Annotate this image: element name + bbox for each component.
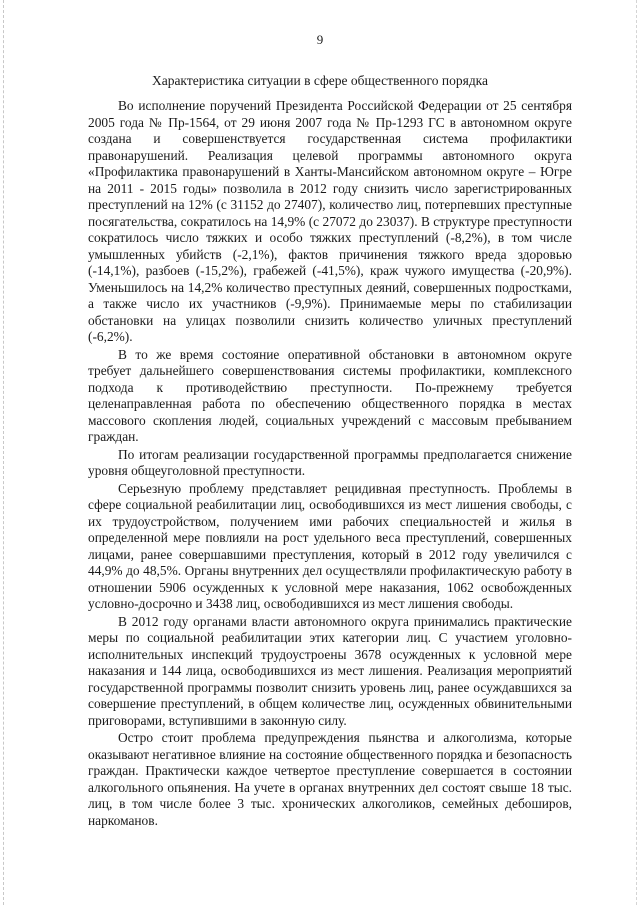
scan-edge-left: [3, 0, 4, 905]
scan-edge-right: [636, 0, 637, 905]
page-number: 9: [316, 32, 324, 47]
paragraph: Во исполнение поручений Президента Российской Федерации от 25 сентября 2005 года № Пр-1564, от 29 июня 2007 года № Пр-1293 ГС в автономном округе создана и совершенствуется государственная система профилактики правонарушений. Реализация целевой программы автономного округа «Профилактика правонарушений в Ханты-Мансийском автономном округе – Югре на 2011 - 2015 годы» позволила в 2012 году снизить число зарегистрированных преступлений на 12% (с 31152 до 27407), количество лиц, потерпевших преступные посягательства, сократилось на 14,9% (с 27072 до 23037). В структуре преступности сократилось число тяжких и особо тяжких преступлений (-8,2%), в том числе умышленных убийств (-2,1%), фактов причинения тяжкого вреда здоровью (-14,1%), разбоев (-15,2%), грабежей (-41,5%), краж чужого имущества (-20,9%). Уменьшилось на 14,2% количество преступных деяний, совершенных подростками, а также число их участников (-9,9%). Принимаемые меры по стабилизации обстановки на улицах позволили снизить количество уличных преступлений (-6,2%).: [88, 98, 572, 344]
paragraph: Серьезную проблему представляет рецидивная преступность. Проблемы в сфере социальной реабилитации лиц, освободившихся из мест лишения свободы, с их трудоустройством, получением ими рабочих специальностей и жилья в определенной мере повлияли на рост удельного веса преступлений, совершенных лицами, ранее совершавшими преступления, который в 2012 году увеличился с 44,9% до 48,5%. Органы внутренних дел осуществляли профилактическую работу в отношении 5906 осужденных к условной мере наказания, 1062 освобожденных условно-досрочно и 3438 лиц, освободившихся из мест лишения свободы.: [88, 480, 572, 611]
paragraph: Остро стоит проблема предупреждения пьянства и алкоголизма, которые оказывают негативное влияние на состояние общественного порядка и безопасность граждан. Практически каждое четвертое преступление совершается в состоянии алкогольного опьянения. На учете в органах внутренних дел состоят свыше 18 тыс. лиц, в том числе более 3 тыс. хронических алкоголиков, семейных дебоширов, наркоманов.: [88, 730, 572, 828]
section-heading: Характеристика ситуации в сфере общественного порядка: [151, 73, 489, 88]
paragraph: По итогам реализации государственной программы предполагается снижение уровня общеуголовной преступности.: [88, 446, 572, 478]
body-text: [88, 98, 572, 830]
paragraph: В 2012 году органами власти автономного округа принимались практические меры по социальной реабилитации этих категории лиц. С участием уголовно-исполнительных инспекций трудоустроены 3678 осужденных к условной мере наказания и 144 лица, освободившихся из мест лишения. Реализация мероприятий государственной программы позволит снизить уровень лиц, ранее осуждавшихся за совершение преступлений, в общем количестве лиц, осужденных обвинительными приговорами, вступившими в законную силу.: [88, 613, 572, 728]
paragraph: В то же время состояние оперативной обстановки в автономном округе требует дальнейшего совершенствования системы профилактики, комплексного подхода к противодействию преступности. По-прежнему требуется целенаправленная работа по обеспечению общественного порядка в местах массового скопления людей, социальных учреждений с массовым пребыванием граждан.: [88, 346, 572, 444]
